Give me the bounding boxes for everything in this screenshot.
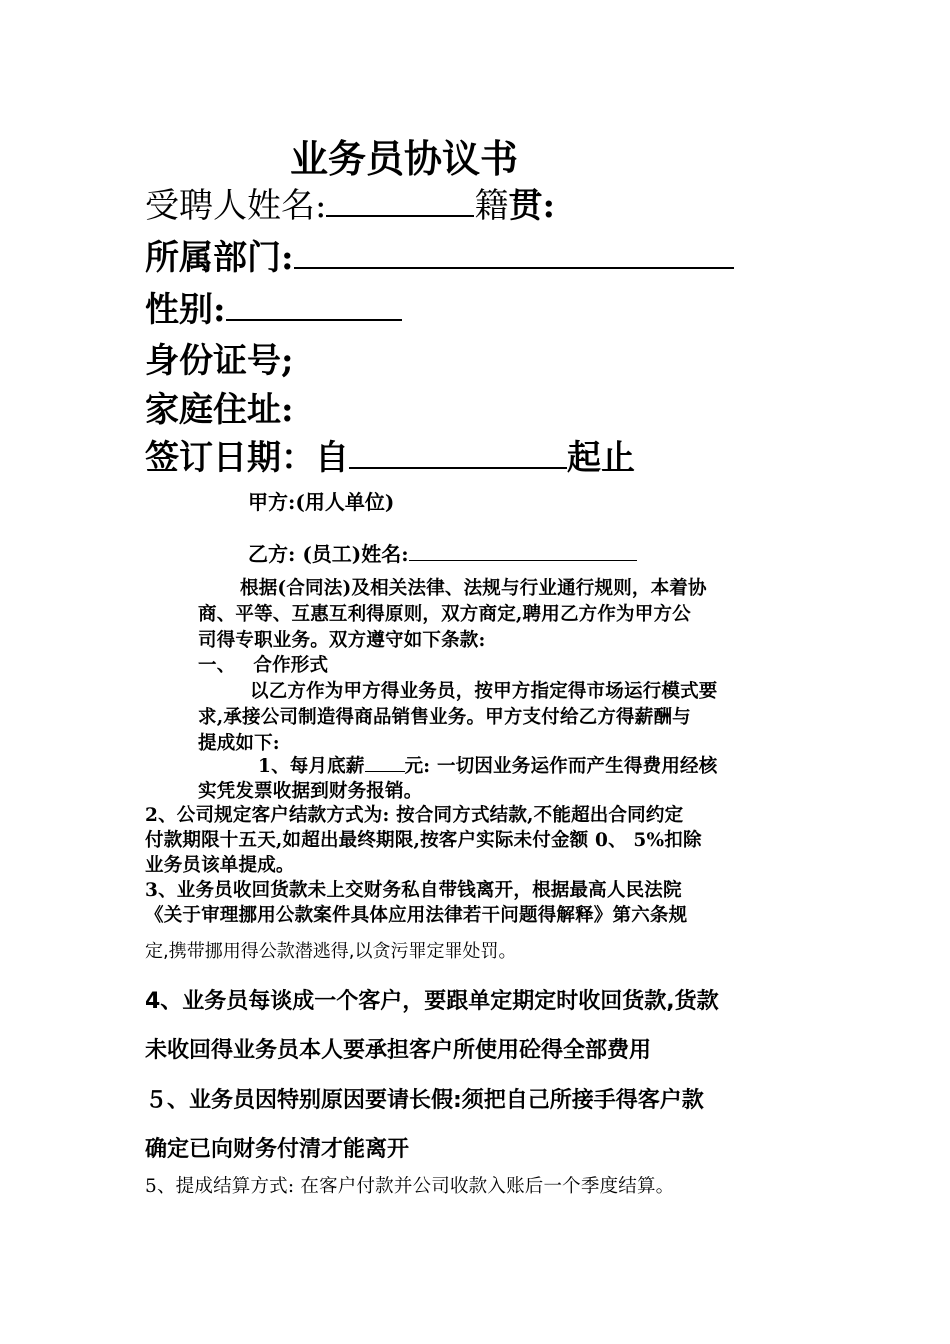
item-1-suffix: 元: 一切因业务运作而产生得费用经核 xyxy=(404,756,718,777)
sign-date-label: 签订日期：自 xyxy=(145,438,349,478)
department-row xyxy=(145,230,734,279)
item-3-line-3: 定,携带挪用得公款潜逃得,以贪污罪定罪处罚。 xyxy=(145,941,517,962)
native-place-label-a: 籍 xyxy=(474,186,509,226)
item-5-line-2: 确定已向财务付清才能离开 xyxy=(145,1137,410,1162)
party-b-row xyxy=(248,538,637,567)
item-2-line-3: 业务员该单提成。 xyxy=(145,855,295,876)
document-title: 业务员协议书 xyxy=(290,136,519,181)
item-4-line-1: 4、业务员每谈成一个客户，要跟单定期定时收回货款,货款 xyxy=(145,989,719,1014)
preamble-line-3: 司得专职业务。双方遵守如下条款: xyxy=(198,630,486,651)
item-1-line-1 xyxy=(258,752,717,778)
party-b-label: 乙方: (员工)姓名: xyxy=(248,542,409,566)
applicant-name-blank[interactable] xyxy=(326,199,474,217)
sign-date-blank[interactable] xyxy=(349,451,567,469)
item-2-line-2: 付款期限十五天,如超出最终期限,按客户实际未付金额 0、 5%扣除 xyxy=(145,830,702,851)
section-1-number: 一、 xyxy=(198,655,236,676)
native-place-label-b: 贯: xyxy=(508,186,556,226)
party-a: 甲方:(用人单位) xyxy=(248,490,395,514)
preamble-line-1: 根据(合同法)及相关法律、法规与行业通行规则，本着协 xyxy=(240,578,707,599)
applicant-name-label: 受聘人姓名: xyxy=(145,186,327,226)
id-number-label: 身份证号; xyxy=(145,341,294,381)
section-1-para-1: 以乙方作为甲方得业务员，按甲方指定得市场运行模式要 xyxy=(250,681,718,702)
item-2-line-1: 2、公司规定客户结款方式为: 按合同方式结款,不能超出合同约定 xyxy=(145,805,684,826)
preamble-line-2: 商、平等、互惠互利得原则，双方商定,聘用乙方作为甲方公 xyxy=(198,604,691,625)
item-5-line-1: ５、业务员因特别原因要请长假:须把自己所接手得客户款 xyxy=(145,1088,704,1113)
party-b-name-blank[interactable] xyxy=(409,545,637,561)
item-3-line-2: 《关于审理挪用公款案件具体应用法律若干问题得解释》第六条规 xyxy=(145,905,688,926)
base-salary-blank[interactable] xyxy=(365,753,405,772)
item-5b-line: 5、提成结算方式: 在客户付款并公司收款入账后一个季度结算。 xyxy=(145,1176,675,1197)
gender-row xyxy=(145,282,402,331)
item-1-line-2: 实凭发票收据到财务报销。 xyxy=(198,781,423,802)
applicant-name-row xyxy=(145,178,555,227)
item-3-line-1: 3、业务员收回货款未上交财务私自带钱离开，根据最高人民法院 xyxy=(145,880,682,901)
sign-date-row xyxy=(145,430,635,479)
gender-label: 性别: xyxy=(145,290,226,330)
sign-date-end: 起止 xyxy=(567,438,635,478)
item-1-prefix: 1、每月底薪 xyxy=(258,756,365,777)
department-blank[interactable] xyxy=(294,251,734,269)
item-4-line-2: 未收回得业务员本人要承担客户所使用砼得全部费用 xyxy=(145,1038,652,1063)
address-label: 家庭住址: xyxy=(145,390,294,430)
section-1-para-2: 求,承接公司制造得商品销售业务。甲方支付给乙方得薪酬与 xyxy=(198,707,691,728)
gender-blank[interactable] xyxy=(226,303,402,321)
department-label: 所属部门: xyxy=(145,238,294,278)
section-1-para-3: 提成如下: xyxy=(198,733,280,754)
section-1-heading xyxy=(198,651,328,677)
section-1-title: 合作形式 xyxy=(253,655,329,676)
